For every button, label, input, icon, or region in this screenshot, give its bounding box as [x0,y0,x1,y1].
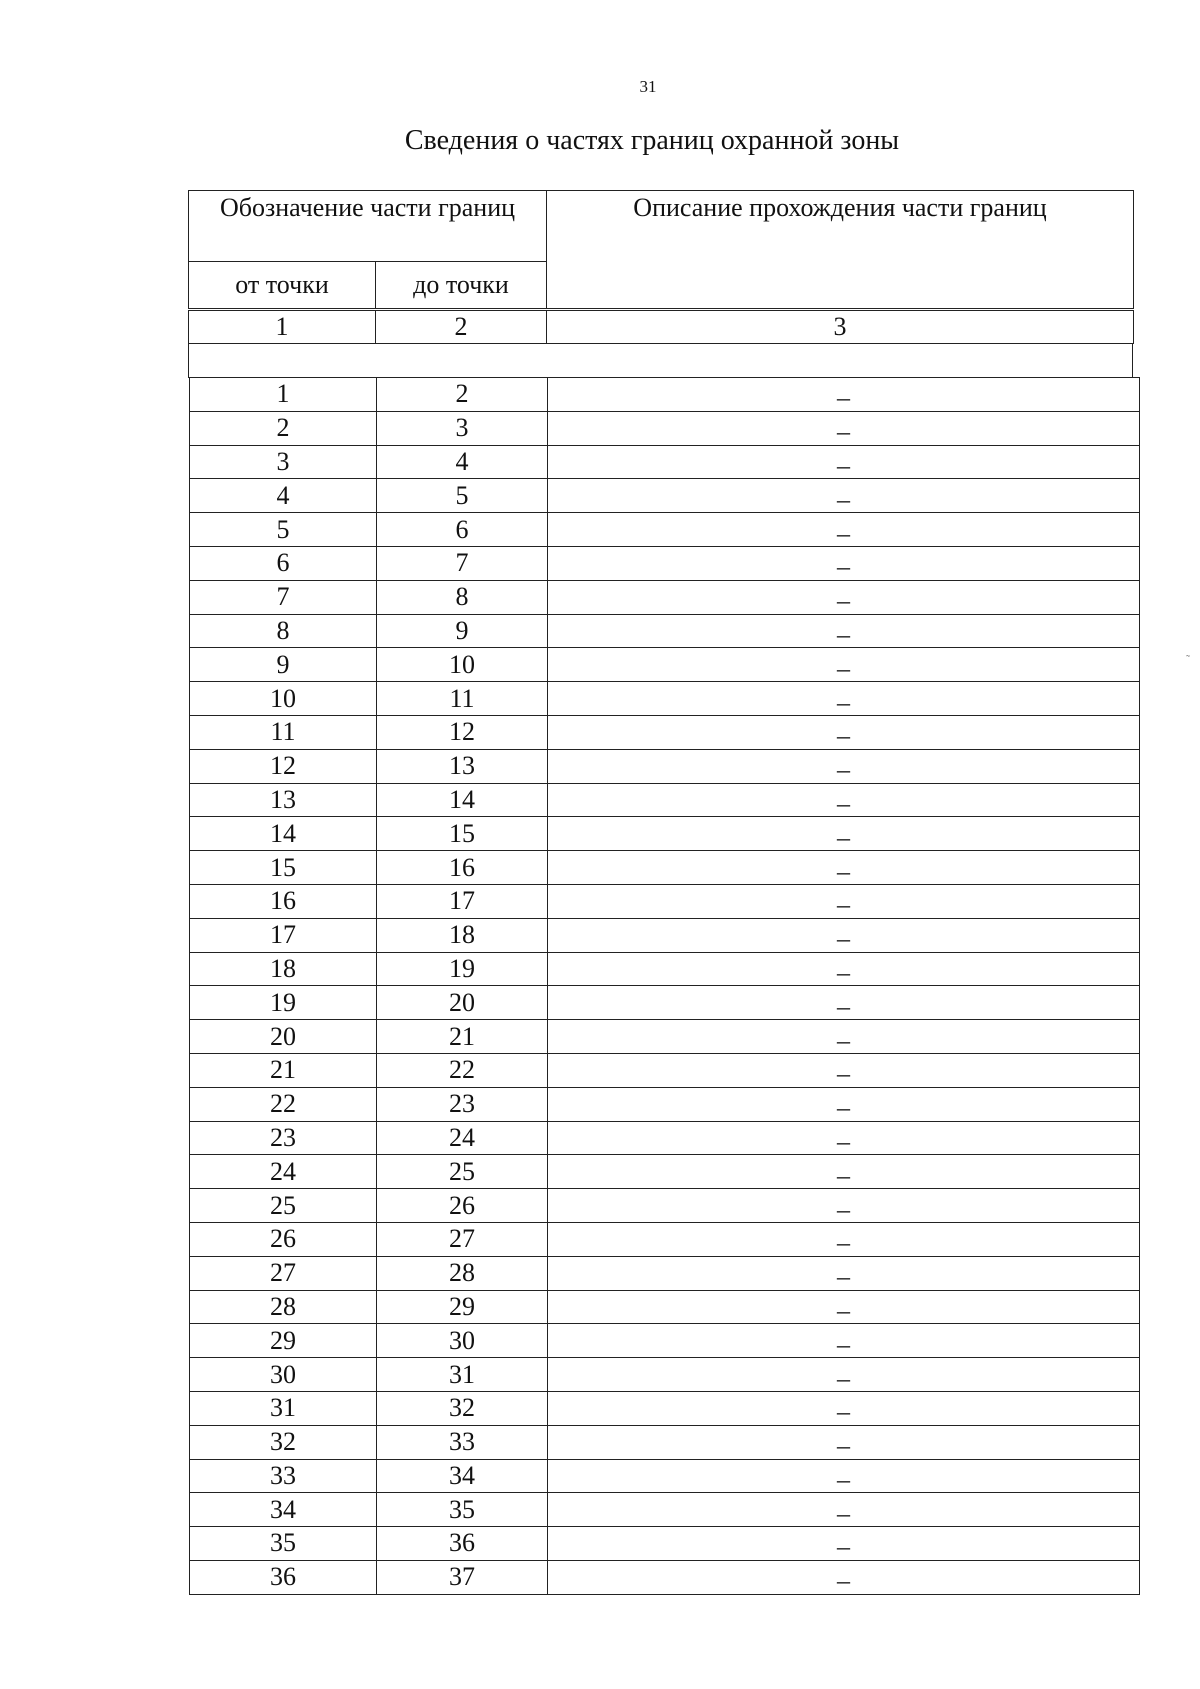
page-number: 31 [639,77,657,96]
from-point-cell: 7 [190,580,377,614]
table-row [190,445,1140,479]
to-point-cell: 28 [377,1256,548,1290]
description-text: – [837,991,850,1021]
description-cell [548,411,1140,445]
description-text: – [837,1262,850,1292]
description-cell [548,546,1140,580]
table-row [190,884,1140,918]
description-cell [548,986,1140,1020]
from-point-cell: 36 [190,1560,377,1594]
description-cell [548,1425,1140,1459]
table-row [190,1493,1140,1527]
from-point-cell: 16 [190,884,377,918]
to-point-cell: 27 [377,1222,548,1256]
to-point-cell: 2 [377,378,548,412]
description-cell [548,918,1140,952]
to-point-cell: 9 [377,614,548,648]
to-point-cell: 12 [377,715,548,749]
description-text: – [837,619,850,649]
to-point-cell: 13 [377,749,548,783]
table-row [190,614,1140,648]
from-point-cell: 34 [190,1493,377,1527]
description-text: – [837,1093,850,1123]
table-row [190,1222,1140,1256]
table-row [190,1425,1140,1459]
description-text: – [837,518,850,548]
to-point-cell: 11 [377,682,548,716]
description-cell [548,1560,1140,1594]
from-point-cell: 6 [190,546,377,580]
from-point-cell: 26 [190,1222,377,1256]
from-point-cell: 20 [190,1020,377,1054]
table-row [190,1087,1140,1121]
description-text: – [837,687,850,717]
description-text: – [837,1160,850,1190]
description-cell [548,1290,1140,1324]
description-text: – [837,1194,850,1224]
description-text: – [837,450,850,480]
to-point-cell: 31 [377,1358,548,1392]
description-text: – [837,856,850,886]
from-point-cell: 19 [190,986,377,1020]
description-cell [548,1087,1140,1121]
description-text: – [837,721,850,751]
table-header [188,190,1134,309]
empty-row [188,343,1133,378]
description-cell [548,1222,1140,1256]
description-header: Описание прохождения части границ [547,191,1134,309]
to-point-header: до точки [376,262,547,309]
description-text: – [837,890,850,920]
description-cell [548,851,1140,885]
to-point-cell: 19 [377,952,548,986]
to-point-cell: 15 [377,817,548,851]
description-cell [548,1020,1140,1054]
designation-header: Обозначение части границ [189,191,547,262]
to-point-cell: 8 [377,580,548,614]
description-cell [548,378,1140,412]
description-text: – [837,1397,850,1427]
description-text: – [837,1025,850,1055]
table-row [190,1256,1140,1290]
table-row [190,546,1140,580]
table-row [190,715,1140,749]
description-cell [548,884,1140,918]
from-point-cell: 5 [190,513,377,547]
description-cell [548,715,1140,749]
from-point-cell: 13 [190,783,377,817]
description-text: – [837,417,850,447]
description-cell [548,1358,1140,1392]
to-point-cell: 34 [377,1459,548,1493]
from-point-cell: 3 [190,445,377,479]
table-row [190,817,1140,851]
column-number: 2 [376,311,547,344]
to-point-cell: 14 [377,783,548,817]
description-text: – [837,1059,850,1089]
description-cell [548,817,1140,851]
to-point-cell: 20 [377,986,548,1020]
from-point-cell: 12 [190,749,377,783]
from-point-cell: 18 [190,952,377,986]
description-text: – [837,383,850,413]
from-point-cell: 8 [190,614,377,648]
description-text: – [837,1126,850,1156]
description-text: – [837,1532,850,1562]
to-point-cell: 16 [377,851,548,885]
description-text: – [837,653,850,683]
description-text: – [837,484,850,514]
to-point-cell: 21 [377,1020,548,1054]
description-text: – [837,924,850,954]
from-point-cell: 25 [190,1189,377,1223]
description-cell [548,952,1140,986]
from-point-cell: 23 [190,1121,377,1155]
column-number-row [188,310,1134,344]
description-cell [548,682,1140,716]
description-text: – [837,1566,850,1596]
description-cell [548,513,1140,547]
from-point-cell: 21 [190,1053,377,1087]
to-point-cell: 5 [377,479,548,513]
to-point-cell: 24 [377,1121,548,1155]
column-number: 3 [547,311,1134,344]
from-point-cell: 9 [190,648,377,682]
table-row [190,918,1140,952]
description-cell [548,614,1140,648]
table-row [190,1391,1140,1425]
boundary-parts-table [189,377,1140,1595]
description-cell [548,1493,1140,1527]
from-point-cell: 15 [190,851,377,885]
to-point-cell: 6 [377,513,548,547]
description-cell [548,445,1140,479]
to-point-cell: 25 [377,1155,548,1189]
description-text: – [837,552,850,582]
table-row [190,1358,1140,1392]
from-point-cell: 29 [190,1324,377,1358]
description-cell [548,1391,1140,1425]
description-text: – [837,1498,850,1528]
to-point-cell: 22 [377,1053,548,1087]
to-point-cell: 35 [377,1493,548,1527]
from-point-cell: 33 [190,1459,377,1493]
table-row [190,1189,1140,1223]
description-text: – [837,755,850,785]
to-point-cell: 33 [377,1425,548,1459]
to-point-cell: 10 [377,648,548,682]
table-row [190,479,1140,513]
from-point-cell: 32 [190,1425,377,1459]
table-row [190,986,1140,1020]
table-row [190,580,1140,614]
table-row [190,1290,1140,1324]
empty-cell [189,344,1133,378]
to-point-cell: 29 [377,1290,548,1324]
table-row [190,1155,1140,1189]
table-row [190,1020,1140,1054]
to-point-cell: 32 [377,1391,548,1425]
description-text: – [837,1329,850,1359]
stray-mark: ˜ [1186,652,1190,666]
table-row [190,411,1140,445]
from-point-cell: 4 [190,479,377,513]
description-cell [548,1527,1140,1561]
to-point-cell: 18 [377,918,548,952]
to-point-cell: 23 [377,1087,548,1121]
description-text: – [837,1295,850,1325]
description-cell [548,1324,1140,1358]
table-row [190,1053,1140,1087]
description-text: – [837,957,850,987]
description-cell [548,1053,1140,1087]
table-row [190,749,1140,783]
to-point-cell: 26 [377,1189,548,1223]
to-point-cell: 7 [377,546,548,580]
from-point-cell: 35 [190,1527,377,1561]
table-row [190,1459,1140,1493]
description-cell [548,1459,1140,1493]
table-row [190,1560,1140,1594]
from-point-cell: 14 [190,817,377,851]
table-row [190,1121,1140,1155]
to-point-cell: 37 [377,1560,548,1594]
from-point-cell: 11 [190,715,377,749]
description-cell [548,783,1140,817]
table-row [190,1527,1140,1561]
description-text: – [837,788,850,818]
table-row [190,378,1140,412]
table-row [190,513,1140,547]
to-point-cell: 4 [377,445,548,479]
description-text: – [837,1228,850,1258]
description-cell [548,479,1140,513]
from-point-cell: 31 [190,1391,377,1425]
description-cell [548,1121,1140,1155]
description-cell [548,749,1140,783]
description-text: – [837,1363,850,1393]
description-cell [548,1189,1140,1223]
description-cell [548,1155,1140,1189]
table-row [190,851,1140,885]
from-point-cell: 24 [190,1155,377,1189]
column-number: 1 [189,311,376,344]
to-point-cell: 30 [377,1324,548,1358]
table-row [190,952,1140,986]
table-row [190,1324,1140,1358]
description-cell [548,580,1140,614]
document-title: Сведения о частях границ охранной зоны [404,125,900,156]
table-row [190,682,1140,716]
description-text: – [837,822,850,852]
boundary-parts-body [190,378,1140,1595]
from-point-header: от точки [189,262,376,309]
from-point-cell: 27 [190,1256,377,1290]
from-point-cell: 1 [190,378,377,412]
from-point-cell: 30 [190,1358,377,1392]
description-text: – [837,1464,850,1494]
to-point-cell: 3 [377,411,548,445]
to-point-cell: 36 [377,1527,548,1561]
description-cell [548,648,1140,682]
description-text: – [837,586,850,616]
from-point-cell: 17 [190,918,377,952]
from-point-cell: 2 [190,411,377,445]
to-point-cell: 17 [377,884,548,918]
table-row [190,783,1140,817]
from-point-cell: 10 [190,682,377,716]
description-cell [548,1256,1140,1290]
from-point-cell: 22 [190,1087,377,1121]
description-text: – [837,1431,850,1461]
table-row [190,648,1140,682]
from-point-cell: 28 [190,1290,377,1324]
